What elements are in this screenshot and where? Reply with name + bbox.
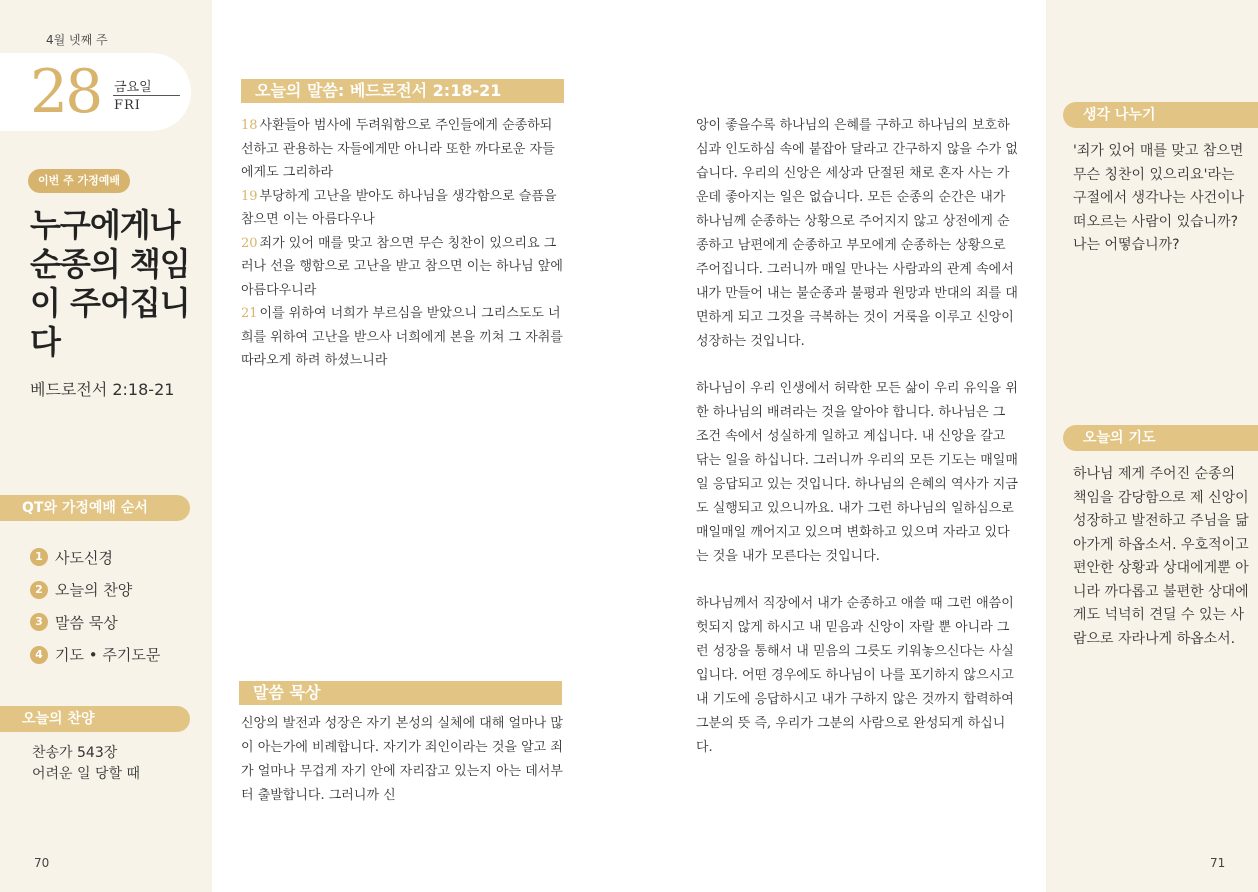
weekday-english: FRI <box>114 98 141 113</box>
verse-number: 21 <box>241 306 258 321</box>
body-column <box>696 114 1021 783</box>
meditation-text: 신앙의 발전과 성장은 자기 본성의 실체에 대해 얼마나 많이 아는가에 비례합니다. 자기가 죄인이라는 것을 알고 죄가 얼마나 무겁게 자기 안에 자리잡고 있는지 아는 데서부터 출발합니다. 그러니까 신 <box>241 716 563 803</box>
order-number-badge: 1 <box>30 548 48 566</box>
order-item-label: 말씀 묵상 <box>55 613 118 632</box>
order-number-badge: 2 <box>30 581 48 599</box>
meditation-heading: 말씀 묵상 <box>239 681 562 705</box>
order-item-label: 오늘의 찬양 <box>55 581 133 600</box>
hymn-number: 찬송가 543장 <box>32 745 118 761</box>
body-paragraph: 하나님이 우리 인생에서 허락한 모든 삶이 우리 유익을 위한 하나님의 배려라는 것을 알아야 합니다. 하나님은 그 조건 속에서 성실하게 일하고 계십니다. 내 신앙을 갈고 닦는 일을 하십니다. 그러니까 우리의 모든 기도는 매일매일 응답되고 있는 것입니다. 하나님의 은혜의 역사가 지금도 실행되고 있으니까요. 내가 그런 하나님의 일하심으로 매일매일 깨어지고 있으며 변화하고 있으며 자라고 있다는 것을 내가 모른다는 것입니다. <box>696 381 1018 564</box>
order-number-badge: 4 <box>30 646 48 664</box>
family-worship-badge: 이번 주 가정예배 <box>28 169 130 193</box>
hymn-title: 어려운 일 당할 때 <box>32 766 141 782</box>
verse-text: 부당하게 고난을 받아도 하나님을 생각함으로 슬픔을 참으면 이는 아름다우나 <box>241 188 557 227</box>
verse-number: 20 <box>241 235 258 251</box>
prayer-text: 하나님 제게 주어진 순종의 책임을 감당함으로 제 신앙이 성장하고 발전하고 주님을 닮아가게 하옵소서. 우호적이고 편안한 상황과 상대에게뿐 아니라 까다롭고 불편한 상대에게도 넉넉히 견딜 수 있는 사람으로 자라나게 하옵소서. <box>1073 466 1249 647</box>
page-number-left: 70 <box>34 856 50 870</box>
scripture-verses <box>241 114 566 373</box>
order-item-hymn <box>30 574 160 607</box>
order-item-prayer <box>30 639 160 672</box>
date-day: 28 <box>30 57 101 127</box>
order-heading: QT와 가정예배 순서 <box>0 495 190 521</box>
page-number-right: 71 <box>1210 856 1226 870</box>
hymn-info <box>32 743 140 785</box>
weekday-divider <box>113 95 180 96</box>
week-label: 4월 넷째 주 <box>46 33 108 47</box>
order-list <box>30 541 160 671</box>
order-number-badge: 3 <box>30 613 48 631</box>
scripture-heading: 오늘의 말씀: 베드로전서 2:18-21 <box>241 79 564 103</box>
order-item-apostles-creed <box>30 541 160 574</box>
verse-text: 죄가 있어 매를 맞고 참으면 무슨 칭찬이 있으리요 그러나 선을 행함으로 고난을 받고 참으면 이는 하나님 앞에 아름다우니라 <box>241 235 563 298</box>
body-paragraph: 하나님께서 직장에서 내가 순종하고 애쓸 때 그런 애씀이 헛되지 않게 하시고 내 믿음과 신앙이 자랄 뿐 아니라 그런 성장을 통해서 내 믿음의 그릇도 키워놓으신다는 사실입니다. 어떤 경우에도 하나님이 나를 포기하지 않으시고 내 기도에 응답하시고 내가 구하지 않은 것까지 합력하여 그분의 뜻 즉, 우리가 그분의 사람으로 완성되게 하십니다. <box>696 596 1014 755</box>
verse-text: 사환들아 범사에 두려워함으로 주인들에게 순종하되 선하고 관용하는 자들에게만 아니라 또한 까다로운 자들에게도 그리하라 <box>241 118 555 180</box>
title-reference: 베드로전서 2:18-21 <box>30 380 175 399</box>
verse-number: 18 <box>241 118 258 133</box>
body-paragraph: 앙이 좋을수록 하나님의 은혜를 구하고 하나님의 보호하심과 인도하심 속에 붙잡아 달라고 간구하지 않을 수가 없습니다. 우리의 신앙은 세상과 단절된 채로 혼자 사는 가운데 좋아지는 일은 없습니다. 모든 순종의 순간은 내가 하나님께 순종하는 상황으로 주어지지 않고 상전에게 순종하고 남편에게 순종하고 부모에게 순종하는 상황으로 주어집니다. 그러니까 매일 만나는 사람과의 관계 속에서 내가 만들어 내는 불순종과 불평과 원망과 반대의 죄를 대면하게 되고 그것을 극복하는 것이 거룩을 이루고 신앙이 성장하는 것입니다. <box>696 118 1018 349</box>
order-item-meditation <box>30 606 160 639</box>
verse-text: 이를 위하여 너희가 부르심을 받았으니 그리스도도 너희를 위하여 고난을 받으사 너희에게 본을 끼쳐 그 자취를 따라오게 하려 하셨느니라 <box>241 306 563 368</box>
order-item-label: 사도신경 <box>55 548 113 567</box>
order-item-label: 기도 • 주기도문 <box>55 646 161 665</box>
think-heading: 생각 나누기 <box>1063 102 1258 128</box>
hymn-heading: 오늘의 찬양 <box>0 706 190 732</box>
prayer-heading: 오늘의 기도 <box>1063 425 1258 451</box>
page-title: 누구에게나 순종의 책임이 주어집니다 <box>30 206 190 361</box>
think-text: '죄가 있어 매를 맞고 참으면 무슨 칭찬이 있으리요'라는 구절에서 생각나는 사건이나 떠오르는 사람이 있습니까? 나는 어떻습니까? <box>1073 143 1245 253</box>
weekday-korean: 금요일 <box>114 80 152 95</box>
verse-number: 19 <box>241 188 258 204</box>
